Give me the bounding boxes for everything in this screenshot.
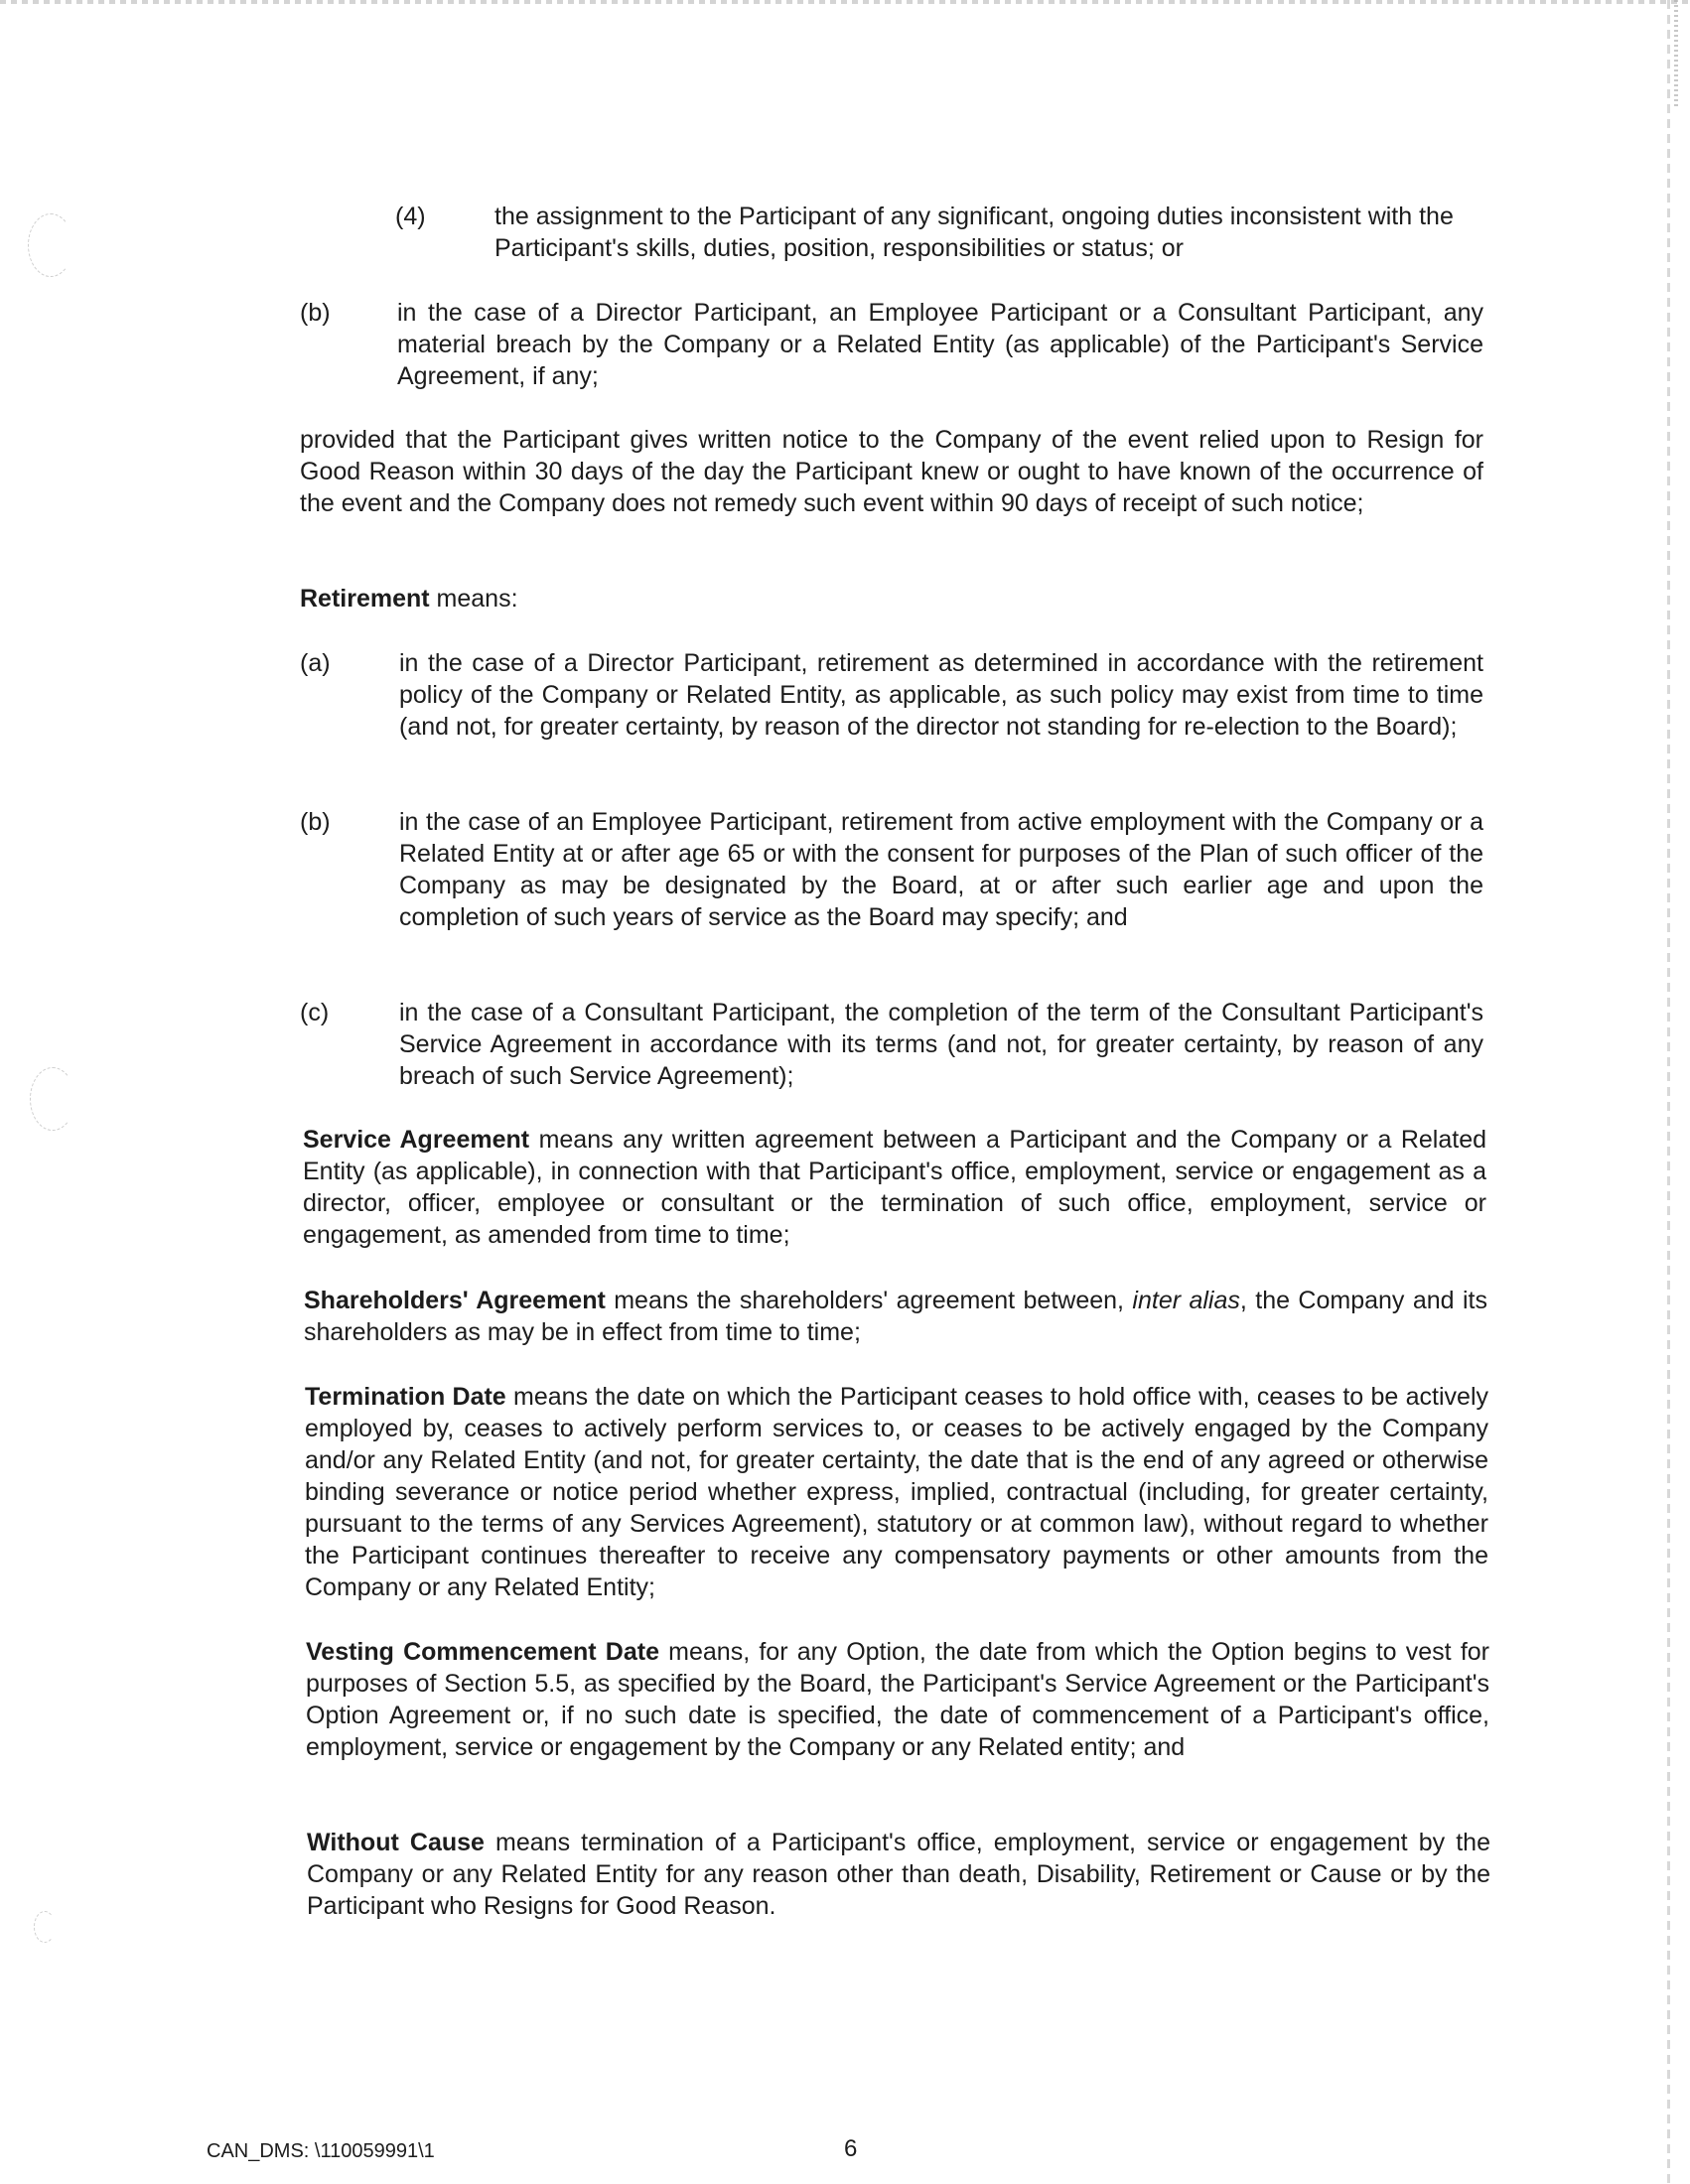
page-number: 6 xyxy=(844,2135,858,2162)
definition-text: means the shareholders' agreement between, xyxy=(605,1287,1133,1314)
definition-text: means, for any Option, the date from which the Option begins to vest for purposes of Section 5.5, as specified by the Board, the Participant's Service Agreement or the Participant's Option Agreement or, if no such date is specified, the date of commencement of a Participant's office, employment, service or engagement by the Company or any Related entity; and xyxy=(306,1638,1489,1761)
scan-top-edge xyxy=(0,0,1690,4)
item-marker: (b) xyxy=(300,808,331,836)
proviso-paragraph: provided that the Participant gives written notice to the Company of the event relied upon to Resign for Good Reason within 30 days of the day the Participant knew or ought to have known of the occurrence of the event and the Company does not remedy such event within 90 days of receipt of such notice; xyxy=(300,426,1483,517)
punch-hole-mark xyxy=(30,1067,75,1131)
defined-term: Without Cause xyxy=(307,1829,485,1856)
definition-retirement xyxy=(300,583,1483,614)
defined-term: Shareholders' Agreement xyxy=(304,1287,606,1314)
item-marker: (b) xyxy=(300,299,331,327)
definition-text: , the Company and its shareholders as may be in effect from time to time; xyxy=(304,1287,1487,1346)
definition-service-agreement xyxy=(303,1124,1486,1251)
retirement-item-b: in the case of an Employee Participant, retirement from active employment with the Company or a Related Entity at or after age 65 or with the consent for purposes of the Plan of such officer of the Company as may be designated by the Board, at or after such earlier age and upon the completion of such years of service as the Board may specify; and xyxy=(399,808,1483,931)
defined-term: Vesting Commencement Date xyxy=(306,1638,659,1666)
italic-text: inter alias xyxy=(1132,1287,1240,1314)
item-b-text: in the case of a Director Participant, an Employee Participant or a Consultant Participant, any material breach by the Company or a Related Entity (as applicable) of the Participant's Service Agreement, if any; xyxy=(397,299,1483,390)
retirement-item-a: in the case of a Director Participant, retirement as determined in accordance with the retirement policy of the Company or Related Entity, as applicable, as such policy may exist from time to time (and not, for greater certainty, by reason of the director not standing for re-election to the Board); xyxy=(399,649,1483,741)
definition-without-cause xyxy=(307,1827,1490,1922)
scan-right-edge-mark xyxy=(1674,0,1678,109)
definition-vesting-commencement-date xyxy=(306,1636,1489,1763)
item-4-text: the assignment to the Participant of any significant, ongoing duties inconsistent with the Participant's skills, duties, position, responsibilities or status; or xyxy=(494,203,1454,262)
punch-hole-mark xyxy=(34,1911,56,1943)
definition-shareholders-agreement xyxy=(304,1285,1487,1348)
scan-right-edge xyxy=(1667,0,1670,2184)
definition-text: means termination of a Participant's office, employment, service or engagement by the Company or any Related Entity for any reason other than death, Disability, Retirement or Cause or by the Participant who Resigns for Good Reason. xyxy=(307,1829,1490,1920)
item-marker: (a) xyxy=(300,649,331,677)
definition-text: means the date on which the Participant ceases to hold office with, ceases to be actively employed by, ceases to actively perform services to, or ceases to be actively engaged by the Company and/or any Related Entity (and not, for greater certainty, the date that is the end of any agreed or otherwise binding severance or notice period whether express, implied, contractual (including, for greater certainty, pursuant to the terms of any Services Agreement), statutory or at common law), without regard to whether the Participant continues thereafter to receive any compensatory payments or other amounts from the Company or any Related Entity; xyxy=(305,1383,1489,1601)
defined-term: Service Agreement xyxy=(303,1126,530,1154)
definition-text: means: xyxy=(429,585,518,613)
defined-term: Termination Date xyxy=(305,1383,506,1411)
retirement-item-c: in the case of a Consultant Participant, the completion of the term of the Consultant Participant's Service Agreement in accordance with its terms (and not, for greater certainty, by reason of any breach of such Service Agreement); xyxy=(399,999,1483,1090)
definition-text: means any written agreement between a Participant and the Company or a Related Entity (as applicable), in connection with that Participant's office, employment, service or engagement as a director, officer, employee or consultant or the termination of such office, employment, service or engagement, as amended from time to time; xyxy=(303,1126,1487,1249)
defined-term: Retirement xyxy=(300,585,430,613)
definition-termination-date xyxy=(305,1381,1488,1603)
document-id: CAN_DMS: \110059991\1 xyxy=(207,2140,435,2162)
item-marker: (c) xyxy=(300,999,330,1026)
item-marker: (4) xyxy=(395,203,426,230)
punch-hole-mark xyxy=(28,213,73,277)
